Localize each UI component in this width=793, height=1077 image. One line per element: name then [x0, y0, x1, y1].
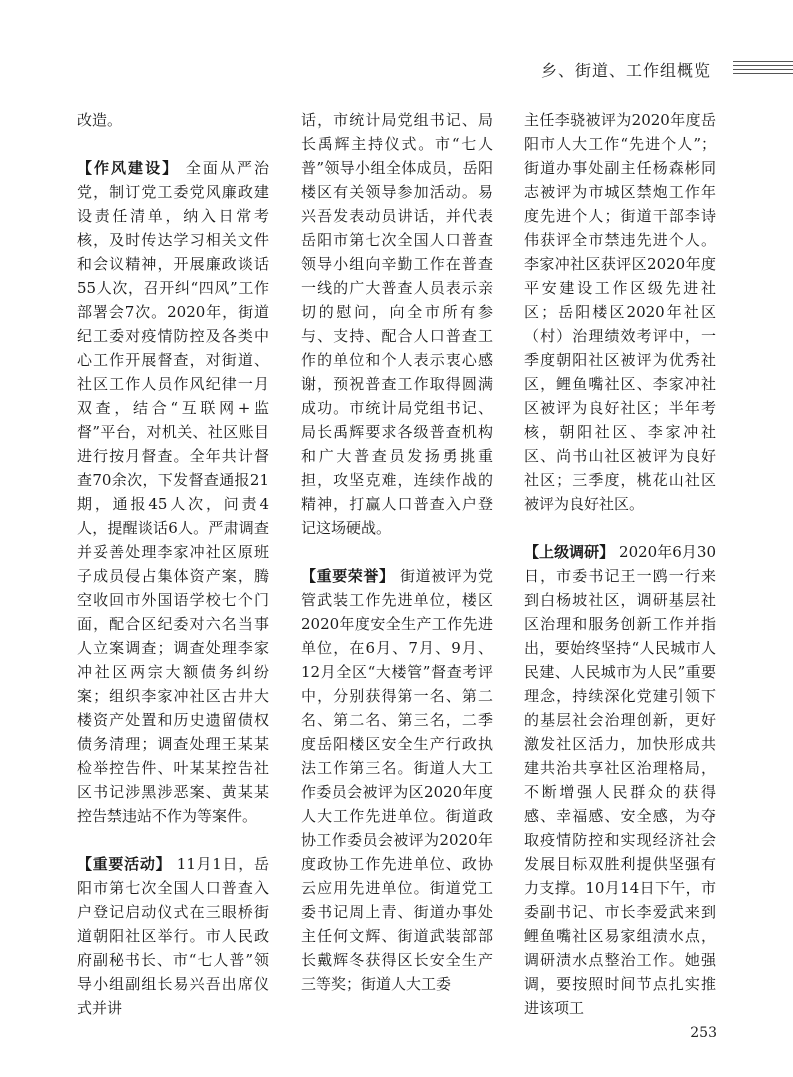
section-tag: 【作风建设】: [77, 159, 180, 177]
section-tag: 【重要荣誉】: [301, 567, 395, 585]
paragraph-text: 2020年6月30日，市委书记王一鸥一行来到白杨坡社区，调研基层社区治理和服务创新工作并指出，要始终坚持“人民城市人民建、人民城市为人民”重要理念，持续深化党建引领下的基层社会治理创新，更好激发社区活力，加快形成共建共治共享社区治理格局，不断增强人民群众的获得感、幸福感、安全感，为夺取疫情防控和实现经济社会发展目标双胜利提供坚强有力支撑。10月14日下午，市委副书记、市长李爱武来到鲤鱼嘴社区易家组渍水点，调研渍水点整治工作。她强调，要按照时间节点扎实推进该项工: [524, 543, 716, 1017]
header-rule-decoration: [733, 61, 793, 79]
paragraph-text: 改造。: [77, 111, 123, 129]
paragraph-text: 街道被评为党管武装工作先进单位，楼区2020年度安全生产工作先进单位，在6月、7月、9月、12月全区“大楼管”督查考评中，分别获得第一名、第二名、第二名、第三名，二季度岳阳楼区安全生产行政执法工作第三名。街道人大工作委员会被评为区2020年度人大工作先进单位。街道政协工作委员会被评为2020年度政协工作先进单位、政协云应用先进单位。街道党工委书记周上青、街道办事处主任何文辉、街道武装部部长戴辉冬获得区长安全生产三等奖；街道人大工委: [301, 567, 493, 993]
paragraph-text: 全面从严治党，制订党工委党风廉政建设责任清单，纳入日常考核，及时传达学习相关文件和会议精神，开展廉政谈话55人次，召开纠“四风”工作部署会7次。2020年，街道纪工委对疫情防控及各类中心工作开展督查，对街道、社区工作人员作风纪律一月双查，结合“互联网+监督”平台，对机关、社区账目进行按月督查。全年共计督查70余次，下发督查通报21期，通报45人次，问责4人，提醒谈话6人。严肃调查并妥善处理李家冲社区原班子成员侵占集体资产案，腾空收回市外国语学校七个门面，配合区纪委对六名当事人立案调查；调查处理李家冲社区两宗大额债务纠纷案；组织李家冲社区古井大楼资产处置和历史遗留债权债务清理；调查处理王某某检举控告件、叶某某控告社区书记涉黑涉恶案、黄某某控告禁违站不作为等案件。: [77, 159, 269, 825]
page-header: [0, 0, 793, 100]
section-title: 乡、街道、工作组概览: [540, 61, 711, 80]
section-tag: 【上级调研】: [524, 543, 615, 561]
paragraph-text: 11月1日，岳阳市第七次全国人口普查入户登记启动仪式在三眼桥街道朝阳社区举行。市人民政府副秘书长、市“七人普”领导小组副组长易兴吾出席仪式并讲: [77, 855, 269, 1017]
paragraph: [77, 852, 269, 1020]
paragraph: [77, 156, 269, 828]
text-column-3: [524, 108, 716, 1020]
paragraph-text: 主任李骁被评为2020年度岳阳市人大工作“先进个人”；街道办事处副主任杨森彬同志被评为市城区禁炮工作年度先进个人；街道干部李诗伟获评全市禁违先进个人。李家冲社区获评区2020年度平安建设工作区级先进社区；岳阳楼区2020年社区（村）治理绩效考评中，一季度朝阳社区被评为优秀社区，鲤鱼嘴社区、李家冲社区被评为良好社区；半年考核，朝阳社区、李家冲社区、尚书山社区被评为良好社区；三季度，桃花山社区被评为良好社区。: [524, 111, 716, 513]
paragraph: [524, 108, 716, 516]
paragraph: [301, 108, 493, 540]
paragraph: [524, 540, 716, 1020]
text-column-1: [77, 108, 269, 1020]
text-column-2: [301, 108, 493, 996]
paragraph: [77, 108, 269, 132]
paragraph: [301, 564, 493, 996]
page-number: 253: [690, 1025, 717, 1041]
section-tag: 【重要活动】: [77, 855, 172, 873]
paragraph-text: 话，市统计局党组书记、局长禹辉主持仪式。市“七人普”领导小组全体成员，岳阳楼区有关领导参加活动。易兴吾发表动员讲话，并代表岳阳市第七次全国人口普查领导小组向辛勤工作在普查一线的广大普查人员表示亲切的慰问，向全市所有参与、支持、配合人口普查工作的单位和个人表示衷心感谢，预祝普查工作取得圆满成功。市统计局党组书记、局长禹辉要求各级普查机构和广大普查员发扬勇挑重担，攻坚克难，连续作战的精神，打赢人口普查入户登记这场硬战。: [301, 111, 493, 537]
